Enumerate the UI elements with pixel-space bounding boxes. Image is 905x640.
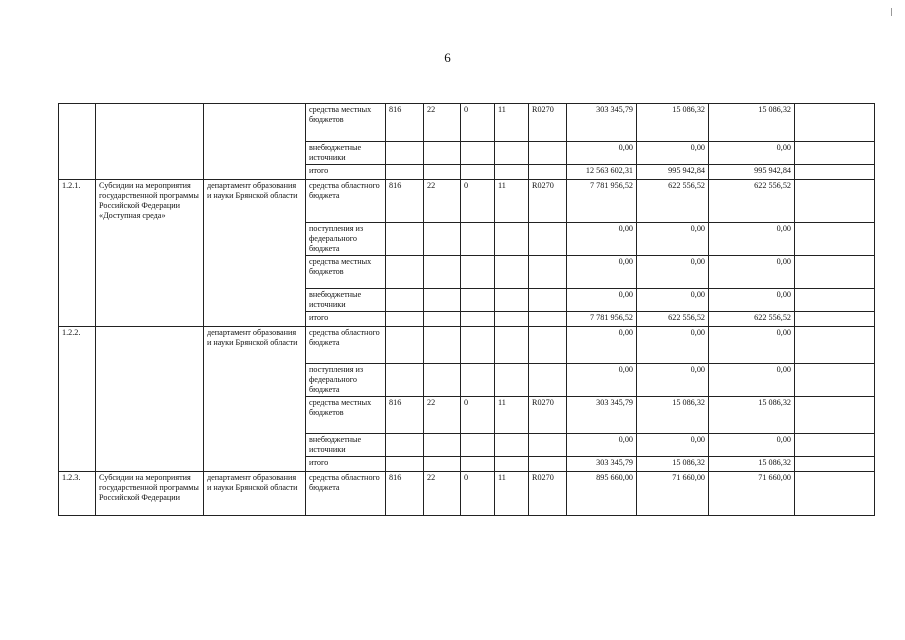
cell-c5 [529, 142, 567, 165]
cell-v2: 0,00 [637, 255, 709, 288]
cell-v1: 0,00 [567, 326, 637, 363]
cell-c3 [461, 142, 495, 165]
cell-exec [204, 433, 306, 456]
cell-c1: 816 [386, 104, 424, 142]
cell-exec [204, 363, 306, 396]
cell-empty [795, 326, 875, 363]
cell-v2: 0,00 [637, 222, 709, 255]
cell-source: средства областного бюджета [306, 326, 386, 363]
cell-num: 1.2.1. [59, 180, 96, 223]
cell-empty [795, 255, 875, 288]
cell-num [59, 288, 96, 311]
table-row [59, 104, 875, 142]
cell-c5 [529, 288, 567, 311]
cell-v1: 0,00 [567, 288, 637, 311]
cell-name [96, 142, 204, 165]
cell-v2: 0,00 [637, 433, 709, 456]
cell-c5 [529, 311, 567, 326]
cell-exec: департамент образования и науки Брянской области [204, 326, 306, 363]
cell-exec [204, 456, 306, 471]
cell-c5 [529, 222, 567, 255]
cell-c3 [461, 326, 495, 363]
cell-source: итого [306, 456, 386, 471]
cell-v2: 15 086,32 [637, 456, 709, 471]
cell-c3: 0 [461, 104, 495, 142]
cell-c2 [424, 222, 461, 255]
cell-source: итого [306, 311, 386, 326]
cell-exec [204, 142, 306, 165]
cell-v3: 622 556,52 [709, 180, 795, 223]
cell-c4 [495, 142, 529, 165]
cell-c1 [386, 255, 424, 288]
cell-c3 [461, 456, 495, 471]
cell-c5 [529, 255, 567, 288]
cell-c2 [424, 326, 461, 363]
cell-num [59, 255, 96, 288]
cell-c1: 816 [386, 180, 424, 223]
cell-c3: 0 [461, 471, 495, 515]
budget-table [58, 103, 875, 516]
cell-c2 [424, 255, 461, 288]
cell-num [59, 142, 96, 165]
cell-c5: R0270 [529, 104, 567, 142]
cell-name: Субсидии на мероприятия государственной программы Российской Федерации «Доступная среда» [96, 180, 204, 223]
cell-source: внебюджетные источники [306, 288, 386, 311]
cell-c3 [461, 288, 495, 311]
cell-c5 [529, 456, 567, 471]
cell-c2 [424, 311, 461, 326]
cell-v3: 0,00 [709, 363, 795, 396]
cell-c5: R0270 [529, 180, 567, 223]
table-row [59, 396, 875, 433]
cell-exec [204, 396, 306, 433]
table-row [59, 433, 875, 456]
cell-c4: 11 [495, 104, 529, 142]
cell-num [59, 396, 96, 433]
cell-c2 [424, 456, 461, 471]
cell-source: средства местных бюджетов [306, 104, 386, 142]
cell-num [59, 222, 96, 255]
cell-exec [204, 165, 306, 180]
cell-v2: 71 660,00 [637, 471, 709, 515]
cell-c4 [495, 326, 529, 363]
cell-v1: 0,00 [567, 433, 637, 456]
cell-v3: 622 556,52 [709, 311, 795, 326]
cell-v2: 0,00 [637, 142, 709, 165]
cell-empty [795, 104, 875, 142]
cell-c2: 22 [424, 396, 461, 433]
cell-empty [795, 311, 875, 326]
cell-v1: 0,00 [567, 255, 637, 288]
cell-c5 [529, 363, 567, 396]
cell-name [96, 433, 204, 456]
cell-v2: 0,00 [637, 288, 709, 311]
cell-c3 [461, 363, 495, 396]
cell-c1 [386, 456, 424, 471]
cell-v2: 0,00 [637, 326, 709, 363]
cell-num [59, 311, 96, 326]
cell-c1 [386, 311, 424, 326]
cell-c2 [424, 165, 461, 180]
cell-c2 [424, 142, 461, 165]
table-row [59, 288, 875, 311]
table-row [59, 456, 875, 471]
table-row [59, 326, 875, 363]
cell-v1: 7 781 956,52 [567, 311, 637, 326]
cell-empty [795, 288, 875, 311]
cell-empty [795, 396, 875, 433]
cell-name [96, 255, 204, 288]
cell-num [59, 104, 96, 142]
cell-v3: 0,00 [709, 142, 795, 165]
cell-v2: 622 556,52 [637, 180, 709, 223]
table-row [59, 222, 875, 255]
cell-exec: департамент образования и науки Брянской области [204, 180, 306, 223]
cell-v1: 303 345,79 [567, 456, 637, 471]
cell-c4 [495, 255, 529, 288]
cell-c4: 11 [495, 396, 529, 433]
cell-source: средства местных бюджетов [306, 396, 386, 433]
cell-name [96, 396, 204, 433]
cell-c2: 22 [424, 180, 461, 223]
cell-source: средства местных бюджетов [306, 255, 386, 288]
cell-v2: 995 942,84 [637, 165, 709, 180]
cell-c1: 816 [386, 471, 424, 515]
cell-c1 [386, 222, 424, 255]
cell-name [96, 363, 204, 396]
cell-v3: 995 942,84 [709, 165, 795, 180]
cell-num [59, 363, 96, 396]
table-row [59, 180, 875, 223]
table-row [59, 311, 875, 326]
cell-c3: 0 [461, 396, 495, 433]
cell-c2: 22 [424, 471, 461, 515]
cell-c5 [529, 433, 567, 456]
cell-v2: 15 086,32 [637, 104, 709, 142]
cell-name [96, 288, 204, 311]
cell-v3: 71 660,00 [709, 471, 795, 515]
cell-c5: R0270 [529, 471, 567, 515]
cell-v2: 15 086,32 [637, 396, 709, 433]
cell-v3: 0,00 [709, 433, 795, 456]
cell-empty [795, 142, 875, 165]
cell-empty [795, 471, 875, 515]
cell-name [96, 326, 204, 363]
cell-empty [795, 222, 875, 255]
cell-v1: 0,00 [567, 142, 637, 165]
cell-c4: 11 [495, 180, 529, 223]
table-row [59, 471, 875, 515]
cell-c1 [386, 288, 424, 311]
cell-c2: 22 [424, 104, 461, 142]
cell-empty [795, 363, 875, 396]
cell-c4 [495, 363, 529, 396]
cell-c5 [529, 165, 567, 180]
cell-empty [795, 180, 875, 223]
cell-v3: 0,00 [709, 255, 795, 288]
cell-exec: департамент образования и науки Брянской области [204, 471, 306, 515]
cell-num: 1.2.3. [59, 471, 96, 515]
cell-c2 [424, 288, 461, 311]
cell-v3: 15 086,32 [709, 456, 795, 471]
cell-c3: 0 [461, 180, 495, 223]
cell-name [96, 222, 204, 255]
cell-c4: 11 [495, 471, 529, 515]
table-row [59, 165, 875, 180]
cell-v3: 15 086,32 [709, 396, 795, 433]
cell-num [59, 165, 96, 180]
cell-c3 [461, 433, 495, 456]
cell-exec [204, 255, 306, 288]
cell-c1 [386, 363, 424, 396]
cell-exec [204, 222, 306, 255]
cell-empty [795, 456, 875, 471]
table-row [59, 142, 875, 165]
cell-num [59, 456, 96, 471]
cell-source: поступления из федерального бюджета [306, 222, 386, 255]
cell-v1: 303 345,79 [567, 104, 637, 142]
cell-c4 [495, 456, 529, 471]
cell-source: средства областного бюджета [306, 180, 386, 223]
cell-exec [204, 104, 306, 142]
cell-v1: 7 781 956,52 [567, 180, 637, 223]
cell-num [59, 433, 96, 456]
cell-name [96, 165, 204, 180]
cell-c1 [386, 142, 424, 165]
cell-v3: 0,00 [709, 326, 795, 363]
cell-source: средства областного бюджета [306, 471, 386, 515]
cell-name [96, 104, 204, 142]
cell-v3: 0,00 [709, 222, 795, 255]
cell-v3: 0,00 [709, 288, 795, 311]
scan-edge-mark [891, 8, 892, 16]
cell-c5 [529, 326, 567, 363]
cell-v1: 0,00 [567, 363, 637, 396]
cell-c2 [424, 363, 461, 396]
cell-source: внебюджетные источники [306, 142, 386, 165]
cell-empty [795, 165, 875, 180]
cell-c1: 816 [386, 396, 424, 433]
cell-c5: R0270 [529, 396, 567, 433]
cell-name [96, 311, 204, 326]
cell-v1: 895 660,00 [567, 471, 637, 515]
cell-c1 [386, 165, 424, 180]
table-row [59, 363, 875, 396]
cell-c4 [495, 288, 529, 311]
cell-c3 [461, 222, 495, 255]
cell-exec [204, 311, 306, 326]
cell-c1 [386, 433, 424, 456]
cell-c3 [461, 311, 495, 326]
cell-c4 [495, 311, 529, 326]
cell-empty [795, 433, 875, 456]
cell-c2 [424, 433, 461, 456]
table-row [59, 255, 875, 288]
cell-c1 [386, 326, 424, 363]
cell-v2: 622 556,52 [637, 311, 709, 326]
cell-c3 [461, 165, 495, 180]
cell-name [96, 456, 204, 471]
cell-source: внебюджетные источники [306, 433, 386, 456]
cell-c4 [495, 433, 529, 456]
cell-v1: 0,00 [567, 222, 637, 255]
cell-v3: 15 086,32 [709, 104, 795, 142]
cell-name: Субсидии на мероприятия государственной программы Российской Федерации [96, 471, 204, 515]
cell-c4 [495, 222, 529, 255]
cell-source: итого [306, 165, 386, 180]
cell-c4 [495, 165, 529, 180]
cell-num: 1.2.2. [59, 326, 96, 363]
cell-source: поступления из федерального бюджета [306, 363, 386, 396]
page-number: 6 [444, 50, 451, 65]
cell-v1: 303 345,79 [567, 396, 637, 433]
cell-c3 [461, 255, 495, 288]
cell-exec [204, 288, 306, 311]
cell-v1: 12 563 602,31 [567, 165, 637, 180]
cell-v2: 0,00 [637, 363, 709, 396]
